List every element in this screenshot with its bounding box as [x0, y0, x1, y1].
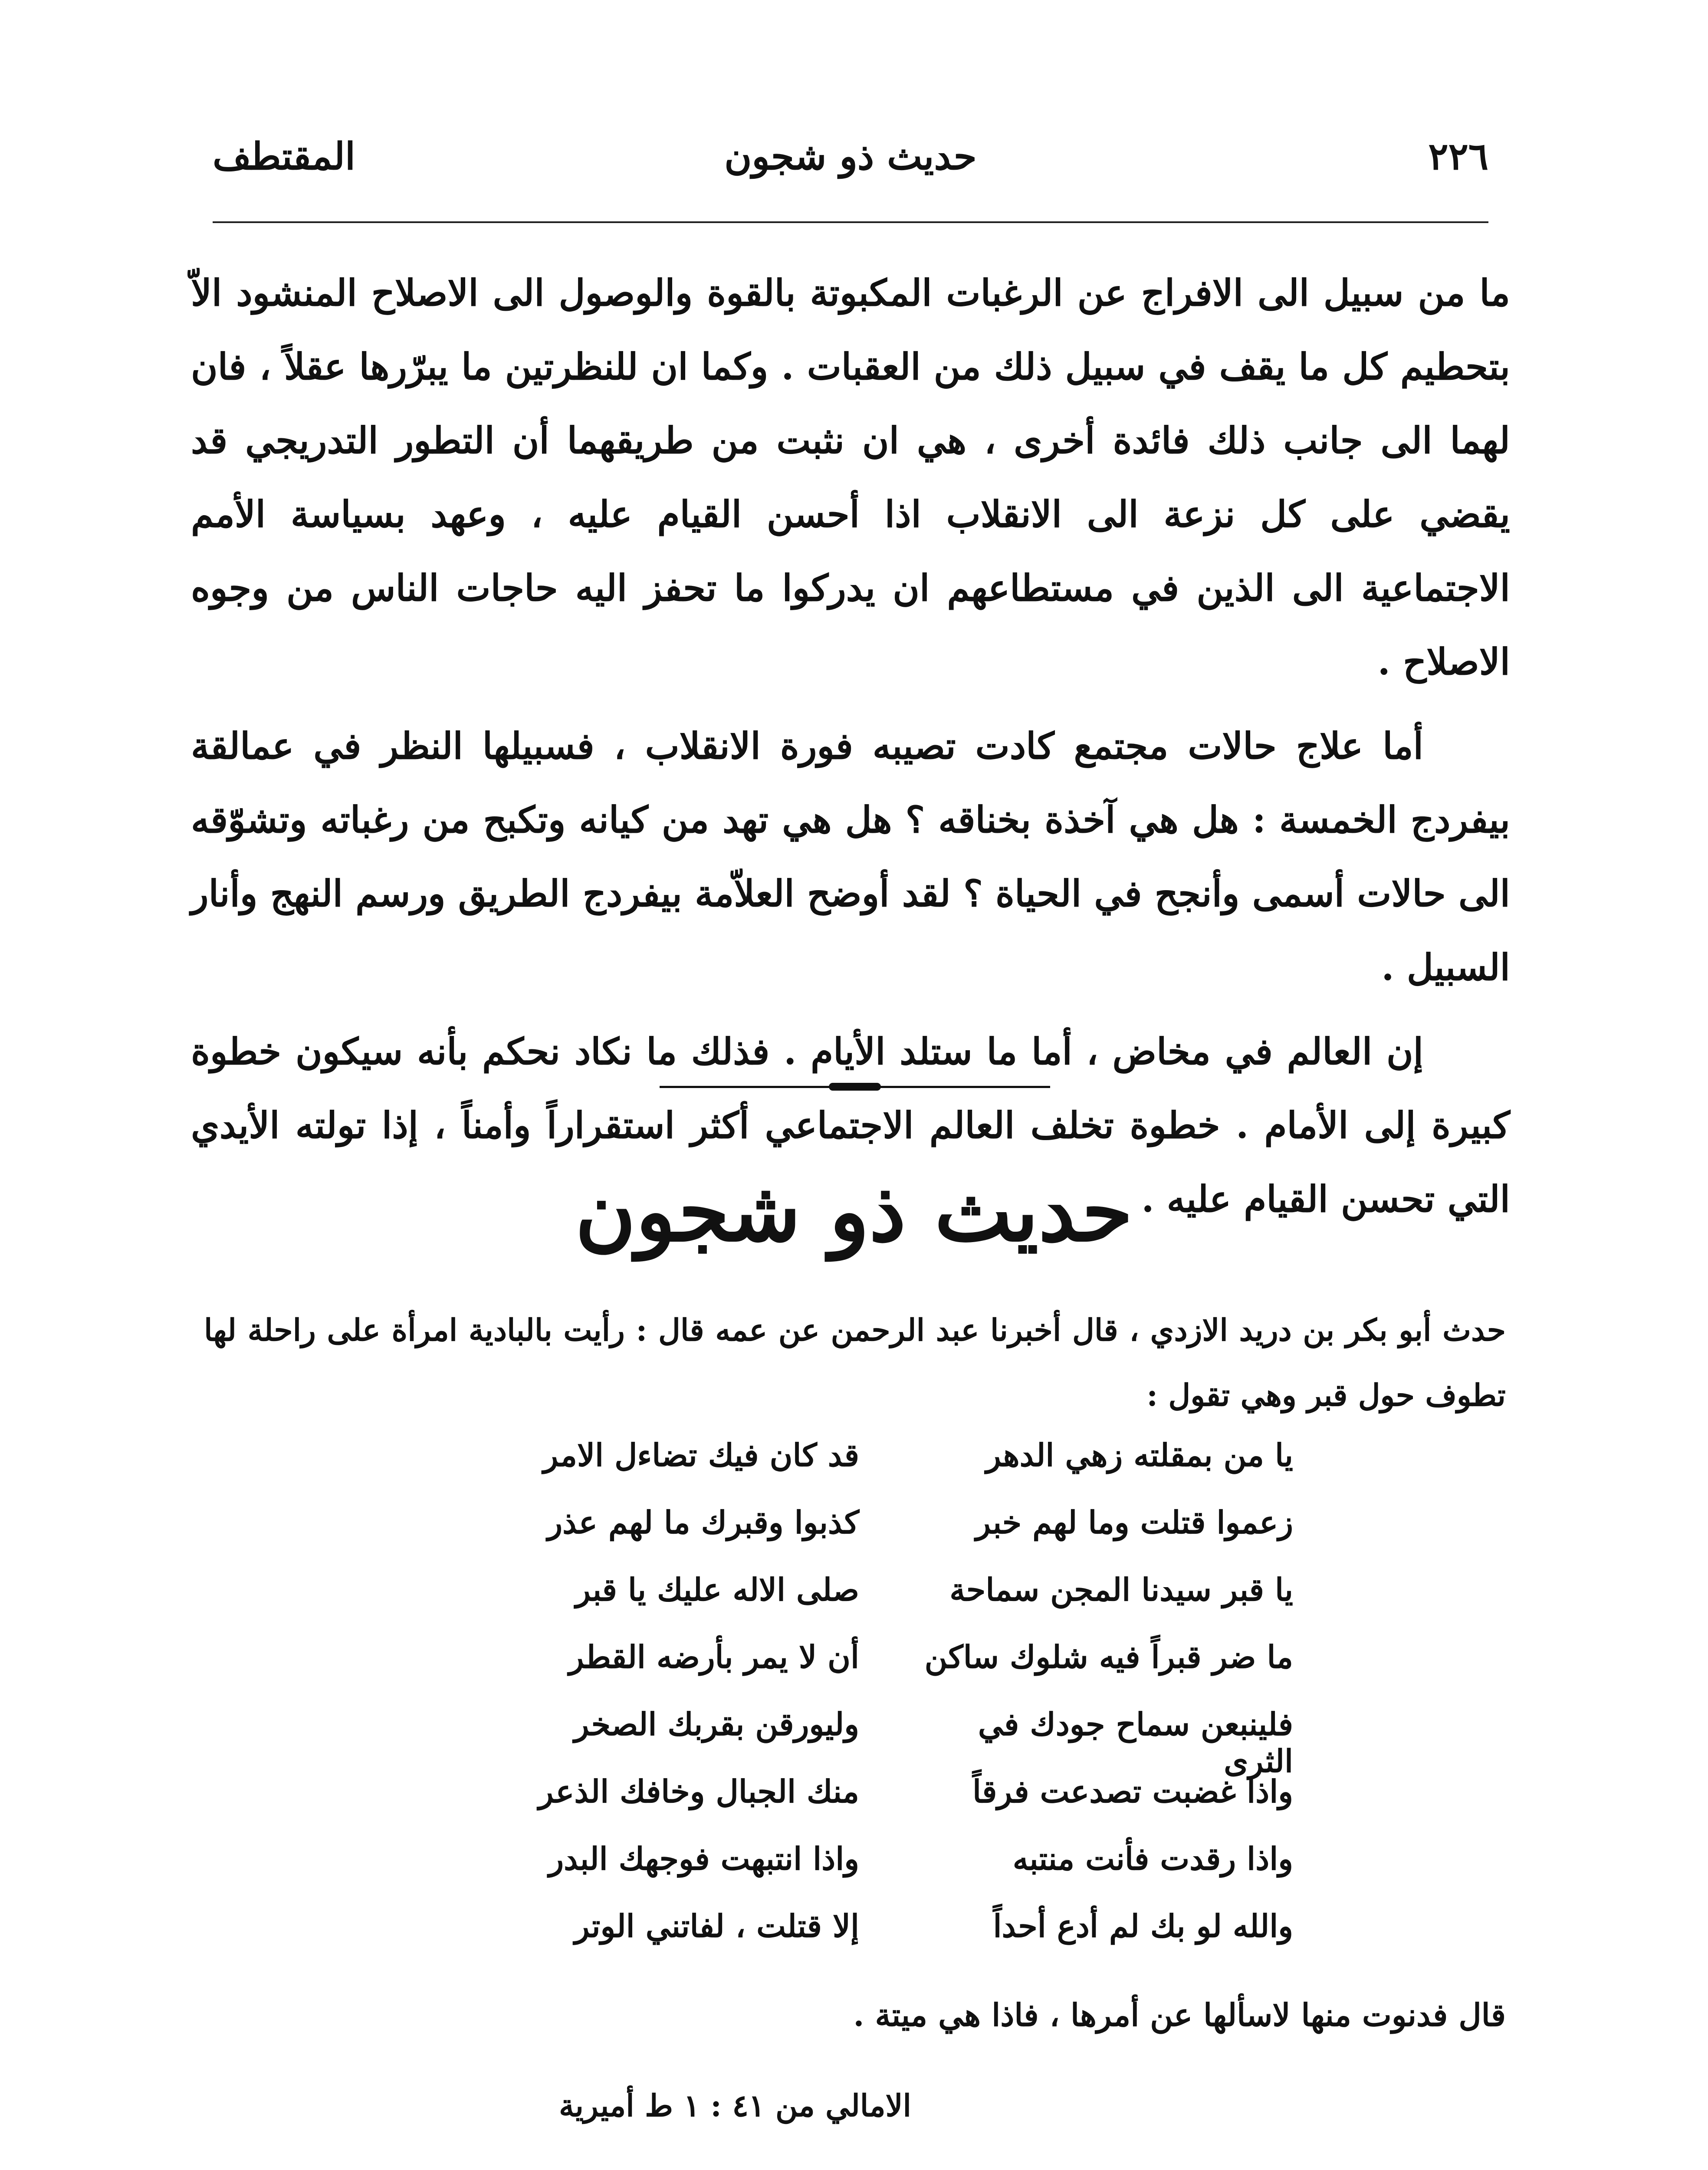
running-title: حديث ذو شجون: [724, 135, 977, 178]
poem-verse: [434, 1437, 1293, 1504]
article-outro: قال فدنوت منها لاسألها عن أمرها ، فاذا هي ميتة .: [853, 1996, 1506, 2033]
essay-paragraph: إن العالم في مخاض ، أما ما ستلد الأيام . فذلك ما نكاد نحكم بأنه سيكون خطوة كبيرة إلى الأمام . خطوة تخلف العالم الاجتماعي أكثر استقراراً وأمناً ، إذا تولته الأيدي التي تحسن القيام عليه .: [191, 1030, 1510, 1220]
verse-second-hemistich: منك الجبال وخافك الذعر: [538, 1773, 859, 1810]
verse-first-hemistich: يا من بمقلته زهي الدهر: [985, 1437, 1293, 1473]
poem-verse: [434, 1907, 1293, 1975]
poem-verse: [434, 1638, 1293, 1706]
verse-second-hemistich: أن لا يمر بأرضه القطر: [568, 1638, 859, 1675]
verse-second-hemistich: إلا قتلت ، لفاتني الوتر: [574, 1907, 859, 1944]
section-ornament: [660, 1085, 1050, 1088]
verse-second-hemistich: واذا انتبهت فوجهك البدر: [549, 1840, 859, 1877]
verse-first-hemistich: زعموا قتلت وما لهم خبر: [976, 1504, 1293, 1541]
poem-verse: [434, 1706, 1293, 1779]
header-rule: [213, 221, 1488, 223]
article-title: حديث ذو شجون: [575, 1163, 1133, 1260]
verse-second-hemistich: وليورقن بقربك الصخر: [574, 1706, 859, 1743]
verse-second-hemistich: صلى الاله عليك يا قبر: [575, 1571, 859, 1608]
poem-verse: [434, 1504, 1293, 1571]
verse-first-hemistich: ما ضر قبراً فيه شلوك ساكن: [924, 1638, 1293, 1675]
poem-verse: [434, 1773, 1293, 1840]
verse-second-hemistich: كذبوا وقبرك ما لهم عذر: [547, 1504, 859, 1541]
verse-first-hemistich: يا قبر سيدنا المجن سماحة: [949, 1571, 1293, 1608]
verse-first-hemistich: والله لو بك لم أدع أحداً: [993, 1907, 1293, 1944]
poem-verse: [434, 1571, 1293, 1638]
essay-paragraph: ما من سبيل الى الافراج عن الرغبات المكبوتة بالقوة والوصول الى الاصلاح المنشود الاّ بتحطيم كل ما يقف في سبيل ذلك من العقبات . وكما ان للنظرتين ما يبرّرها عقلاً ، فان لهما الى جانب ذلك فائدة أخرى ، هي ان نثبت من طريقهما أن التطور التدريجي قد يقضي على كل نزعة الى الانقلاب اذا أحسن القيام عليه ، وعهد بسياسة الأمم الاجتماعية الى الذين في مستطاعهم ان يدركوا ما تحفز اليه حاجات الناس من وجوه الاصلاح .: [191, 271, 1510, 683]
ornament-center: [829, 1083, 881, 1091]
verse-first-hemistich: واذا رقدت فأنت منتبه: [1012, 1840, 1293, 1877]
essay-continuation: [191, 256, 1510, 1246]
verse-first-hemistich: واذا غضبت تصدعت فرقاً: [972, 1773, 1293, 1810]
running-header: [213, 126, 1488, 191]
poem: [434, 1437, 1293, 1975]
source-citation: الامالي من ٤١ : ١ ط أميرية: [559, 2088, 911, 2124]
essay-paragraph: أما علاج حالات مجتمع كادت تصيبه فورة الانقلاب ، فسبيلها النظر في عمالقة بيفردج الخمسة : هل هي آخذة بخناقه ؟ هل هي تهد من كيانه وتكبح من رغباته وتشوّقه الى حالات أسمى وأنجح في الحياة ؟ لقد أوضح العلاّمة بيفردج الطريق ورسم النهج وأنار السبيل .: [191, 724, 1510, 989]
verse-first-hemistich: فلينبعن سماح جودك في الثرى: [978, 1706, 1293, 1779]
article-intro: حدث أبو بكر بن دريد الازدي ، قال أخبرنا عبد الرحمن عن عمه قال : رأيت بالبادية امرأة على راحلة لها تطوف حول قبر وهي تقول :: [204, 1312, 1506, 1413]
poem-verse: [434, 1840, 1293, 1907]
journal-name: المقتطف: [213, 135, 355, 178]
verse-second-hemistich: قد كان فيك تضاءل الامر: [543, 1437, 859, 1473]
page-number: ٢٢٦: [1428, 135, 1488, 178]
